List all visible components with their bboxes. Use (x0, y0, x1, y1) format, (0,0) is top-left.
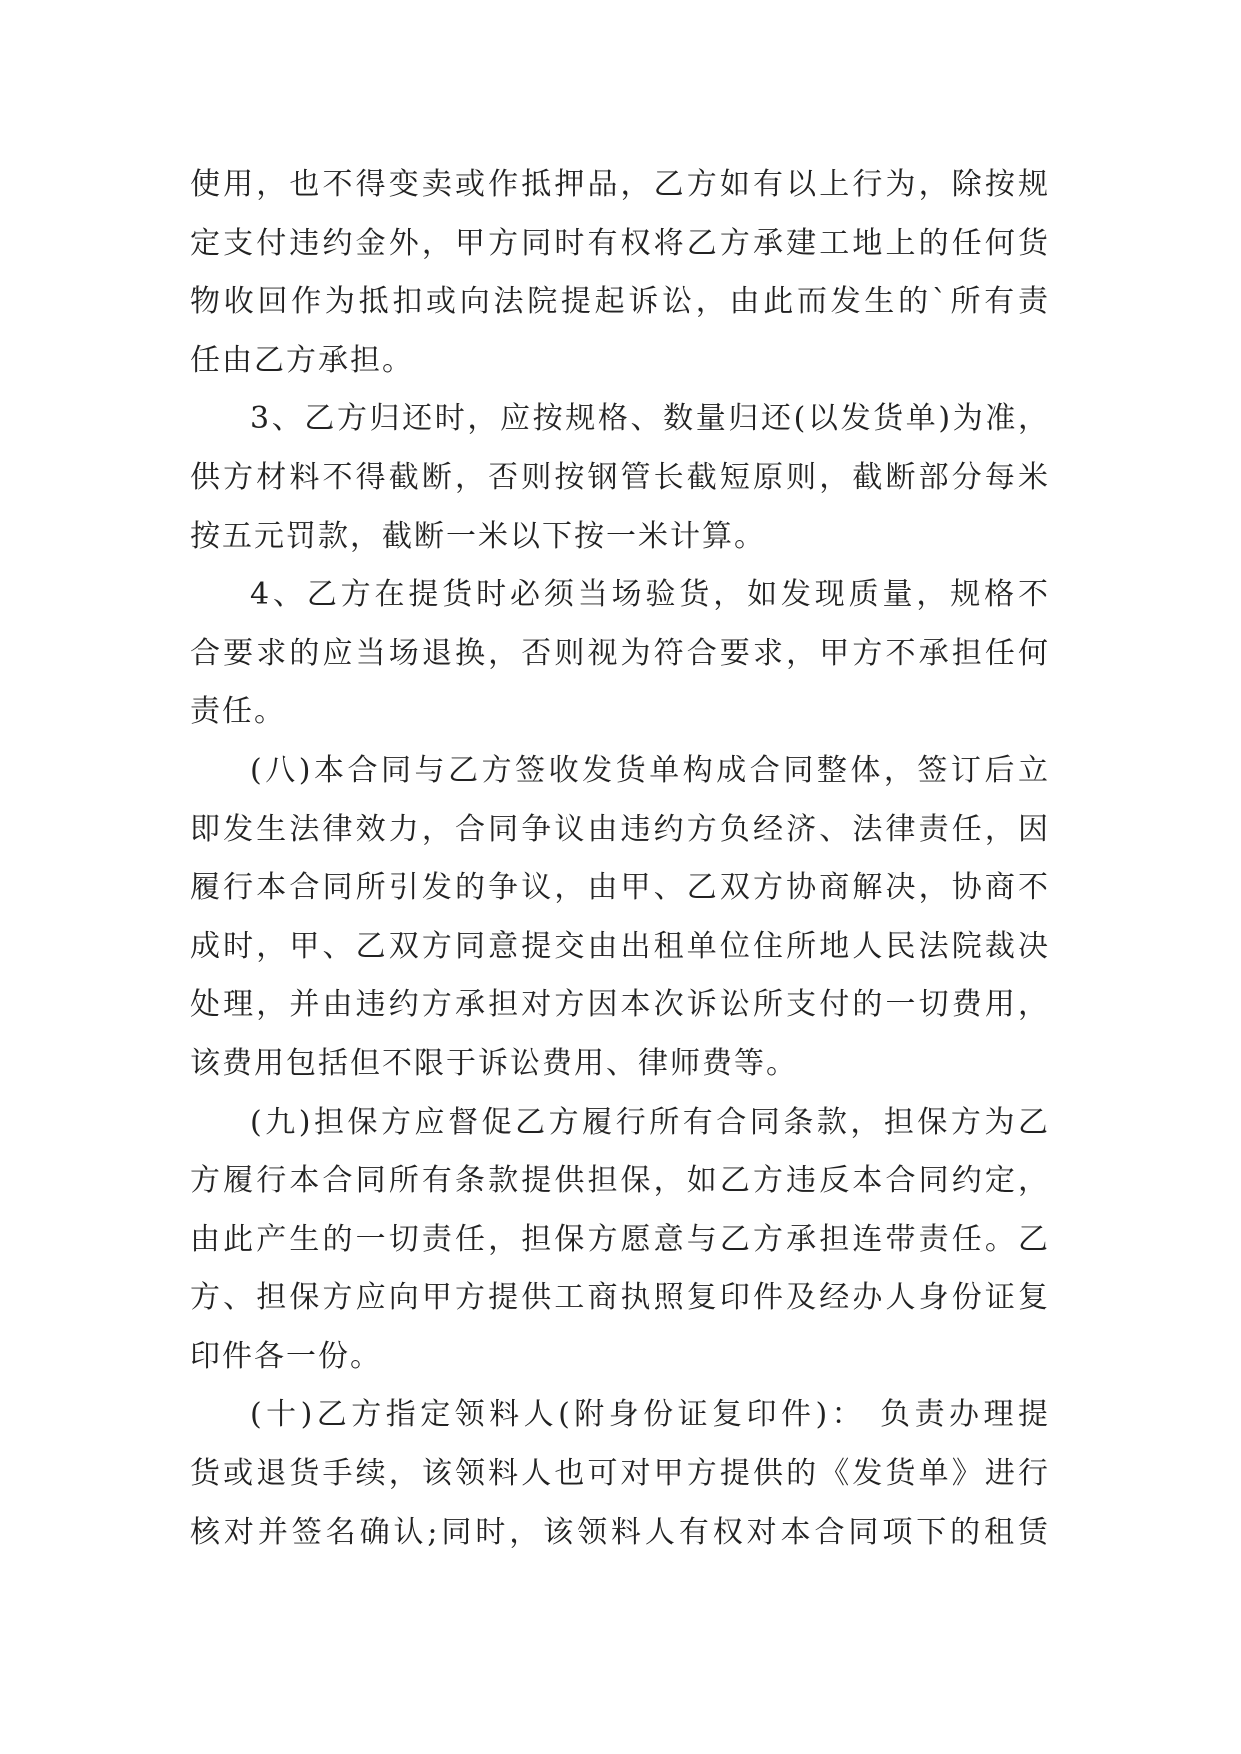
text-line: 按五元罚款，截断一米以下按一米计算。 (190, 518, 766, 554)
text-line: 责任。 (190, 694, 286, 730)
text-line: 处理，并由违约方承担对方因本次诉讼所支付的一切费用， (190, 987, 1050, 1023)
text-line: 使用，也不得变卖或作抵押品，乙方如有以上行为，除按规 (190, 167, 1050, 202)
text-line: (十)乙方指定领料人(附身份证复印件)： 负责办理提 (250, 1397, 1050, 1433)
text-line: 4、乙方在提货时必须当场验货，如发现质量，规格不 (250, 577, 1050, 613)
text-line: 成时，甲、乙双方同意提交由出租单位住所地人民法院裁决 (190, 928, 1050, 964)
text-line: 核对并签名确认;同时，该领料人有权对本合同项下的租赁 (190, 1514, 1050, 1550)
text-line: 货或退货手续，该领料人也可对甲方提供的《发货单》进行 (190, 1456, 1050, 1492)
text-line: 该费用包括但不限于诉讼费用、律师费等。 (190, 1045, 798, 1081)
text-line: 物收回作为抵扣或向法院提起诉讼，由此而发生的`所有责 (190, 284, 1050, 320)
text-line: 方履行本合同所有条款提供担保，如乙方违反本合同约定， (190, 1163, 1050, 1199)
text-line: 任由乙方承担。 (190, 342, 414, 378)
text-line: 方、担保方应向甲方提供工商执照复印件及经办人身份证复 (190, 1280, 1050, 1316)
text-line: 即发生法律效力，合同争议由违约方负经济、法律责任，因 (190, 811, 1050, 847)
text-line: 履行本合同所引发的争议，由甲、乙双方协商解决，协商不 (190, 870, 1050, 906)
text-line: 3、乙方归还时，应按规格、数量归还(以发货单)为准， (250, 401, 1050, 437)
text-line: 定支付违约金外，甲方同时有权将乙方承建工地上的任何货 (190, 225, 1050, 261)
text-line: 由此产生的一切责任，担保方愿意与乙方承担连带责任。乙 (190, 1221, 1050, 1257)
text-line: (九)担保方应督促乙方履行所有合同条款，担保方为乙 (250, 1104, 1050, 1140)
text-line: (八)本合同与乙方签收发货单构成合同整体，签订后立 (250, 752, 1050, 788)
text-line: 供方材料不得截断，否则按钢管长截短原则，截断部分每米 (190, 459, 1050, 495)
text-line: 印件各一份。 (190, 1338, 382, 1374)
document-body (190, 156, 1050, 1562)
text-line: 合要求的应当场退换，否则视为符合要求，甲方不承担任何 (190, 635, 1050, 671)
